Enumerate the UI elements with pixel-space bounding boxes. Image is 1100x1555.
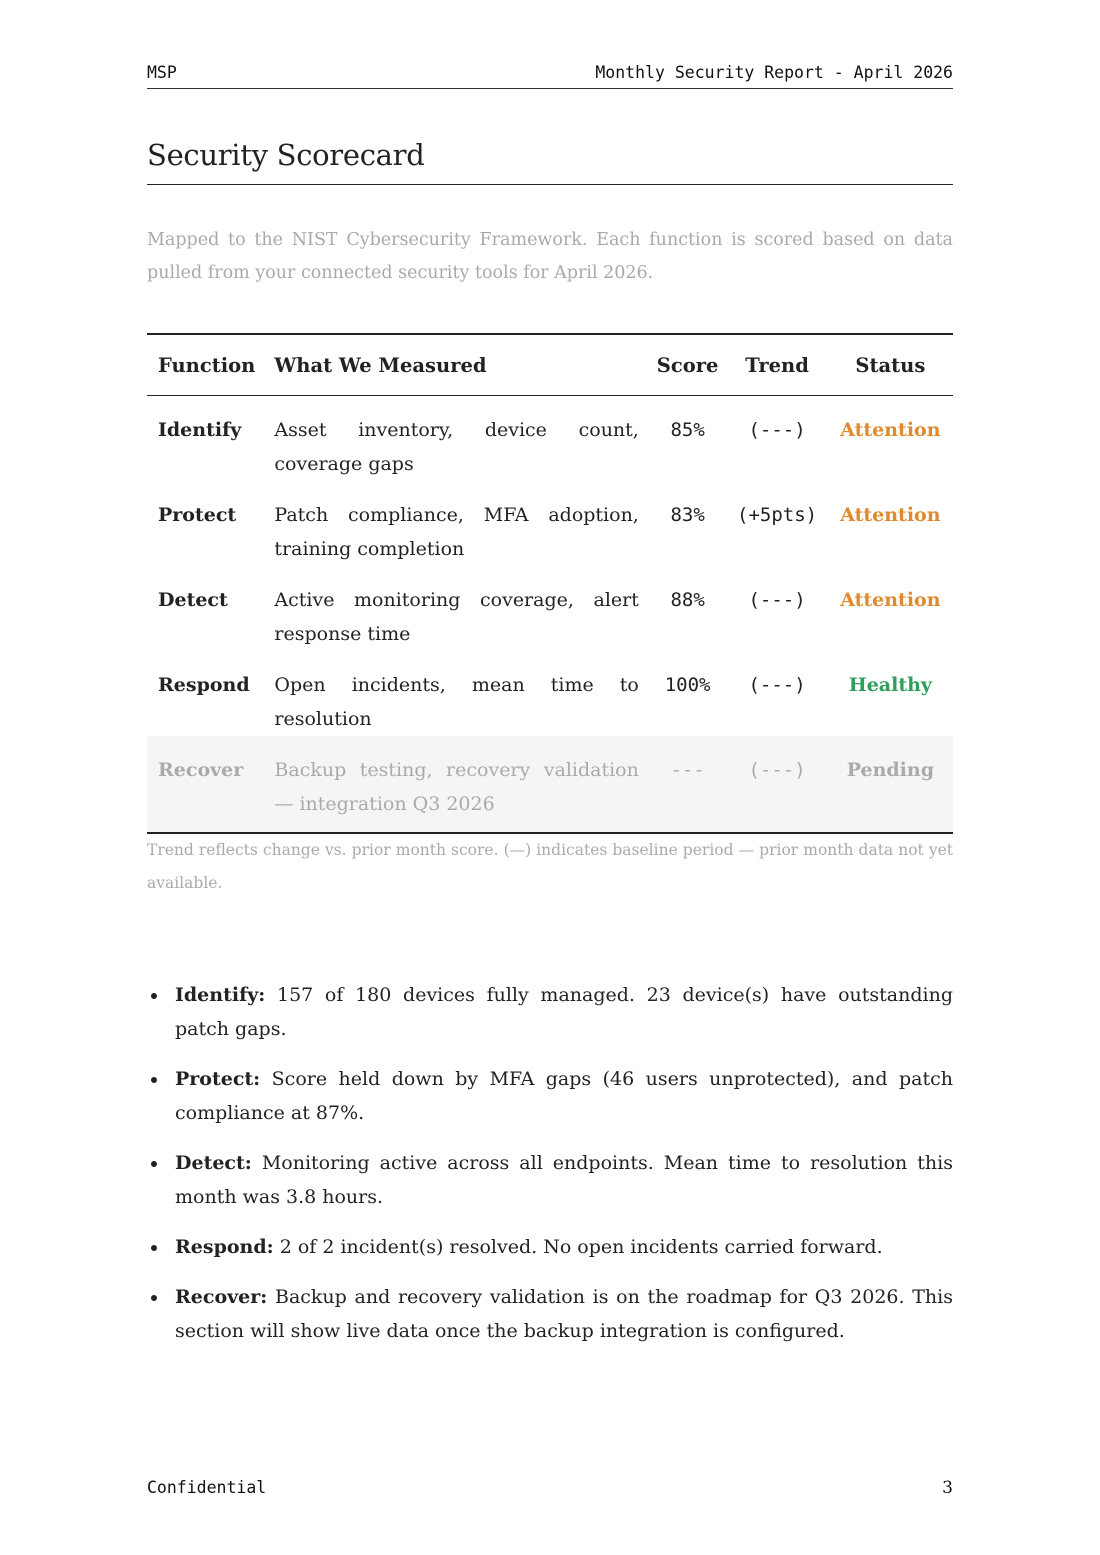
table-header-row [147, 334, 953, 396]
table-row [147, 736, 953, 833]
footer-confidential: Confidential [147, 1478, 267, 1497]
bullet-icon [151, 1077, 157, 1083]
list-item-lead: Protect: [175, 1068, 261, 1090]
list-item-lead: Recover: [175, 1286, 268, 1308]
table-row [147, 396, 953, 482]
list-item [147, 1146, 953, 1214]
scorecard-table [147, 333, 953, 834]
col-header-function: Function [147, 334, 274, 396]
list-item-text: 2 of 2 incident(s) resolved. No open incidents carried forward. [279, 1236, 883, 1258]
row-function: Detect [158, 589, 228, 611]
intro-paragraph: Mapped to the NIST Cybersecurity Framework. Each function is scored based on data pulled from your connected security tools for April 2026. [147, 230, 953, 283]
row-measured: Patch compliance, MFA adoption, training completion [274, 504, 639, 560]
row-trend: (---) [748, 589, 806, 611]
page-number: 3 [942, 1478, 953, 1498]
bullet-icon [151, 1245, 157, 1251]
col-header-status: Status [828, 334, 953, 396]
row-score: --- [649, 736, 727, 833]
table-footnote: Trend reflects change vs. prior month score. (—) indicates baseline period — prior month data not yet available. [147, 841, 953, 892]
list-item-lead: Respond: [175, 1236, 274, 1258]
list-item-lead: Identify: [175, 984, 266, 1006]
row-measured: Backup testing, recovery validation — integration Q3 2026 [274, 736, 648, 833]
section-title: Security Scorecard [147, 138, 953, 185]
table-row [147, 651, 953, 736]
report-page [147, 0, 953, 1555]
table-row [147, 481, 953, 566]
list-item [147, 1230, 953, 1264]
row-measured: Open incidents, mean time to resolution [274, 674, 639, 730]
row-trend: (---) [748, 419, 806, 441]
row-function: Respond [158, 674, 250, 696]
row-score: 83% [670, 504, 705, 526]
table-row [147, 566, 953, 651]
list-item-text: 157 of 180 devices fully managed. 23 device(s) have outstanding patch gaps. [175, 984, 953, 1040]
row-trend: (---) [748, 674, 806, 696]
status-badge: Attention [840, 419, 941, 441]
row-function: Identify [158, 419, 242, 441]
row-function: Protect [158, 504, 237, 526]
header-report-title: Monthly Security Report - April 2026 [595, 63, 953, 82]
status-badge: Pending [828, 736, 953, 833]
running-footer [147, 1478, 953, 1504]
running-header [147, 62, 953, 89]
list-item [147, 978, 953, 1046]
row-measured: Asset inventory, device count, coverage gaps [274, 419, 639, 475]
row-trend: (---) [726, 736, 827, 833]
list-item [147, 1280, 953, 1348]
header-org: MSP [147, 63, 177, 82]
list-item-text: Backup and recovery validation is on the roadmap for Q3 2026. This section will show live data once the backup integration is configured. [175, 1286, 953, 1342]
list-item-lead: Detect: [175, 1152, 252, 1174]
row-score: 85% [670, 419, 705, 441]
row-score: 100% [664, 674, 711, 696]
row-measured: Active monitoring coverage, alert response time [274, 589, 639, 645]
findings-list [147, 978, 953, 1364]
row-trend: (+5pts) [737, 504, 818, 526]
col-header-score: Score [649, 334, 727, 396]
status-badge: Attention [840, 504, 941, 526]
status-badge: Healthy [848, 674, 932, 696]
col-header-measured: What We Measured [274, 334, 648, 396]
status-badge: Attention [840, 589, 941, 611]
bullet-icon [151, 1161, 157, 1167]
bullet-icon [151, 993, 157, 999]
row-score: 88% [670, 589, 705, 611]
list-item-text: Score held down by MFA gaps (46 users unprotected), and patch compliance at 87%. [175, 1068, 953, 1124]
list-item [147, 1062, 953, 1130]
row-function: Recover [147, 736, 274, 833]
list-item-text: Monitoring active across all endpoints. Mean time to resolution this month was 3.8 hours. [175, 1152, 953, 1208]
col-header-trend: Trend [726, 334, 827, 396]
bullet-icon [151, 1295, 157, 1301]
